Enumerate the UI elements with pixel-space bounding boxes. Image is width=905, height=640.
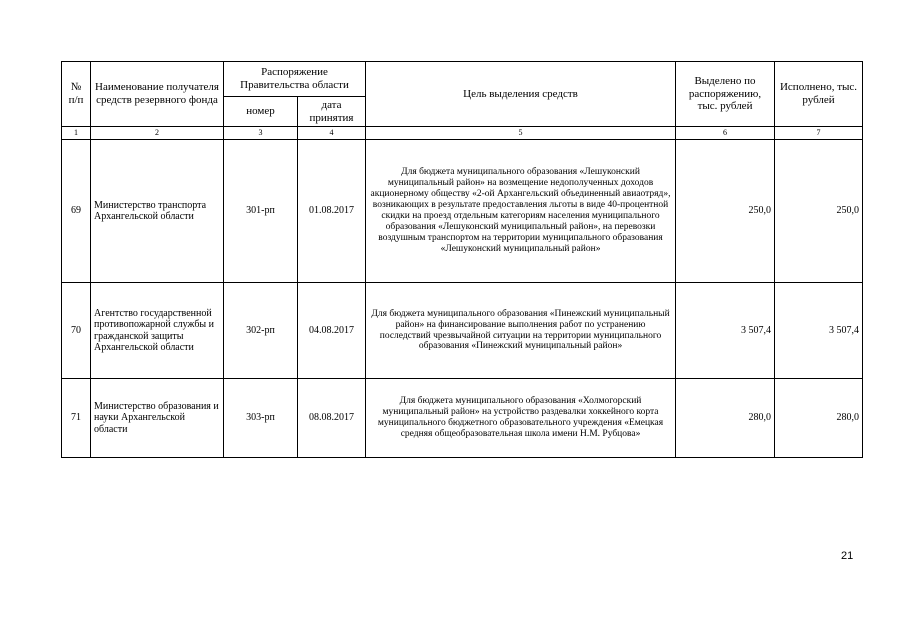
recipient-name: Министерство образования и науки Архангельской области: [91, 379, 224, 458]
column-number: 2: [91, 127, 224, 140]
order-number: 301-рп: [224, 140, 298, 283]
order-number: 303-рп: [224, 379, 298, 458]
column-number: 7: [775, 127, 863, 140]
order-number: 302-рп: [224, 283, 298, 379]
table-row: [62, 379, 863, 458]
page-number: 21: [841, 550, 854, 562]
table-row: [62, 140, 863, 283]
header-order-date: дата принятия: [298, 97, 366, 127]
reserve-fund-table: [61, 61, 863, 458]
order-date: 08.08.2017: [298, 379, 366, 458]
recipient-name: Министерство транспорта Архангельской области: [91, 140, 224, 283]
allocated-amount: 3 507,4: [676, 283, 775, 379]
header-allocated: Выделено по распоряжению, тыс. рублей: [676, 62, 775, 127]
header-row-1: [62, 62, 863, 97]
column-number: 5: [366, 127, 676, 140]
purpose-text: Для бюджета муниципального образования «Холмогорский муниципальный район» на устройство раздевалки хоккейного корта муниципального бюджетного образовательного учреждения «Емецкая средняя общеобразовательная школа имени Н.М. Рубцова»: [366, 379, 676, 458]
row-number: 70: [62, 283, 91, 379]
header-executed: Исполнено, тыс. рублей: [775, 62, 863, 127]
order-date: 04.08.2017: [298, 283, 366, 379]
purpose-text: Для бюджета муниципального образования «Пинежский муниципальный район» на финансирование выполнения работ по устранению последствий чрезвычайной ситуации на территории муниципального образования «Пинежский муниципальный район»: [366, 283, 676, 379]
header-purpose: Цель выделения средств: [366, 62, 676, 127]
row-number: 71: [62, 379, 91, 458]
executed-amount: 3 507,4: [775, 283, 863, 379]
column-number-row: [62, 127, 863, 140]
header-recipient: Наименование получателя средств резервного фонда: [91, 62, 224, 127]
purpose-text: Для бюджета муниципального образования «Лешуконский муниципальный район» на возмещение недополученных доходов акционерному обществу «2-ой Архангельский объединенный авиаотряд», возникающих в результате предоставления льготы в виде 40-процентной скидки на проезд отдельным категориям населения муниципального образования «Лешуконский муниципальный район», на перевозки воздушным транспортом на территории муниципального образования «Лешуконский муниципальный район»: [366, 140, 676, 283]
header-no: № п/п: [62, 62, 91, 127]
recipient-name: Агентство государственной противопожарной службы и гражданской защиты Архангельской области: [91, 283, 224, 379]
executed-amount: 250,0: [775, 140, 863, 283]
order-date: 01.08.2017: [298, 140, 366, 283]
column-number: 1: [62, 127, 91, 140]
column-number: 6: [676, 127, 775, 140]
header-order-group: Распоряжение Правительства области: [224, 62, 366, 97]
executed-amount: 280,0: [775, 379, 863, 458]
allocated-amount: 280,0: [676, 379, 775, 458]
header-order-number: номер: [224, 97, 298, 127]
row-number: 69: [62, 140, 91, 283]
column-number: 4: [298, 127, 366, 140]
table-row: [62, 283, 863, 379]
column-number: 3: [224, 127, 298, 140]
allocated-amount: 250,0: [676, 140, 775, 283]
